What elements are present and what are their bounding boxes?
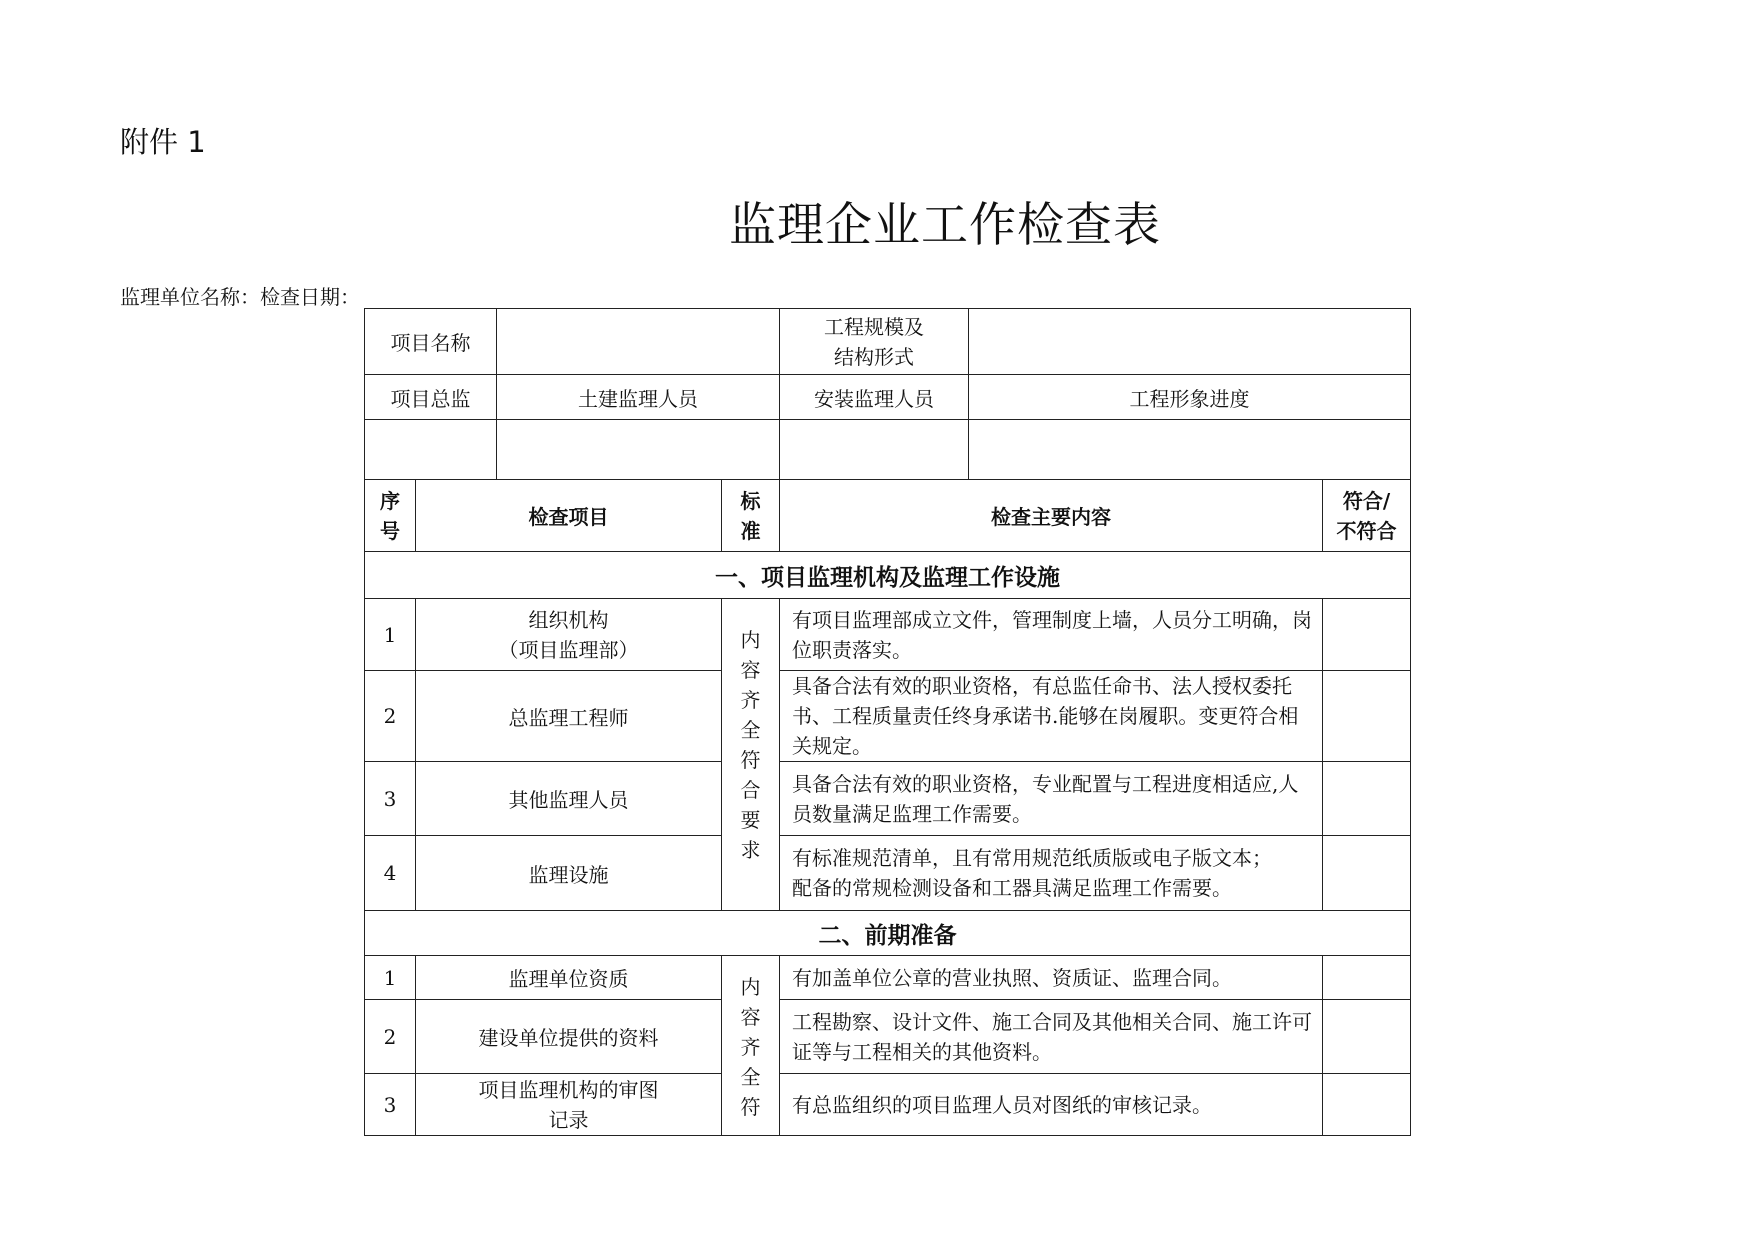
col-conform [1323,480,1411,552]
chief-cell[interactable] [365,420,497,480]
conform-cell[interactable] [1323,836,1411,911]
check-content-line1: 有标准规范清单，且有常用规范纸质版或电子版文本； [792,846,1272,870]
row-number: 2 [365,1000,416,1074]
table-row [365,671,1411,762]
col-seq-1: 序 [380,488,400,513]
progress-cell[interactable] [969,420,1411,480]
check-content [780,836,1323,911]
conform-cell[interactable] [1323,671,1411,762]
install-cell[interactable] [780,420,969,480]
check-content: 工程勘察、设计文件、施工合同及其他相关合同、施工许可证等与工程相关的其他资料。 [780,1000,1323,1074]
progress-label: 工程形象进度 [969,375,1411,420]
check-content: 有加盖单位公章的营业执照、资质证、监理合同。 [780,956,1323,1000]
scale-label-line1: 工程规模及 [824,314,924,339]
col-conform-1: 符合/ [1342,488,1391,513]
section-title: 一、项目监理机构及监理工作设施 [365,552,1411,599]
conform-cell[interactable] [1323,599,1411,671]
check-item-line2: （项目监理部） [498,637,639,662]
check-item [416,599,722,671]
standard-char: 符 [740,1095,761,1119]
standard-char: 内 [740,975,761,999]
inspection-table [364,308,1411,1136]
conform-cell[interactable] [1323,762,1411,836]
table-row [365,599,1411,671]
standard-vertical [722,956,780,1136]
row-number: 4 [365,836,416,911]
col-std-1: 标 [740,488,761,513]
col-seq [365,480,416,552]
standard-char: 齐 [740,688,761,712]
table-row [365,836,1411,911]
scale-label-line2: 结构形式 [834,344,914,369]
check-content: 具备合法有效的职业资格，专业配置与工程进度相适应,人员数量满足监理工作需要。 [780,762,1323,836]
project-name-label: 项目名称 [365,309,497,375]
table-row [365,1074,1411,1136]
row-number: 2 [365,671,416,762]
info-row-3 [365,420,1411,480]
col-standard [722,480,780,552]
attachment-label: 附件 1 [120,125,206,159]
standard-char: 符 [740,748,761,772]
check-content: 有项目监理部成立文件，管理制度上墙，人员分工明确，岗位职责落实。 [780,599,1323,671]
section-title: 二、前期准备 [365,911,1411,956]
row-number: 1 [365,956,416,1000]
scale-label [780,309,969,375]
standard-char: 求 [740,838,761,862]
standard-char: 容 [740,658,761,682]
civil-cell[interactable] [497,420,780,480]
standard-char: 全 [740,718,761,742]
check-content: 具备合法有效的职业资格，有总监任命书、法人授权委托书、工程质量责任终身承诺书.能够在岗履职。变更符合相关规定。 [780,671,1323,762]
conform-cell[interactable] [1323,1000,1411,1074]
conform-cell[interactable] [1323,956,1411,1000]
check-item: 其他监理人员 [416,762,722,836]
check-item: 建设单位提供的资料 [416,1000,722,1074]
standard-char: 内 [740,628,761,652]
col-content: 检查主要内容 [780,480,1323,552]
standard-char: 容 [740,1005,761,1029]
scale-cell[interactable] [969,309,1411,375]
page-title: 监理企业工作检查表 [729,198,1161,253]
standard-char: 齐 [740,1035,761,1059]
civil-label: 土建监理人员 [497,375,780,420]
info-row-2 [365,375,1411,420]
chief-label: 项目总监 [365,375,497,420]
col-item: 检查项目 [416,480,722,552]
check-item: 监理设施 [416,836,722,911]
table-row [365,956,1411,1000]
project-name-cell[interactable] [497,309,780,375]
row-number: 3 [365,762,416,836]
info-row-1 [365,309,1411,375]
section-row [365,911,1411,956]
col-std-2: 准 [740,518,761,543]
conform-cell[interactable] [1323,1074,1411,1136]
standard-char: 全 [740,1065,761,1089]
col-conform-2: 不符合 [1336,518,1397,543]
row-number: 3 [365,1074,416,1136]
row-number: 1 [365,599,416,671]
col-seq-2: 号 [380,518,400,543]
table-row [365,1000,1411,1074]
unit-date-line: 监理单位名称：检查日期： [120,285,360,309]
check-item [416,1074,722,1136]
section-row [365,552,1411,599]
check-content: 有总监组织的项目监理人员对图纸的审核记录。 [780,1074,1323,1136]
check-content-line2: 配备的常规检测设备和工器具满足监理工作需要。 [792,876,1232,900]
check-item: 监理单位资质 [416,956,722,1000]
check-item-line2: 记录 [548,1107,589,1132]
column-header-row [365,480,1411,552]
check-item: 总监理工程师 [416,671,722,762]
table-row [365,762,1411,836]
install-label: 安装监理人员 [780,375,969,420]
check-item-line1: 组织机构 [528,607,609,632]
check-item-line1: 项目监理机构的审图 [478,1077,659,1102]
standard-char: 要 [740,808,761,832]
standard-char: 合 [740,778,761,802]
standard-vertical [722,599,780,911]
